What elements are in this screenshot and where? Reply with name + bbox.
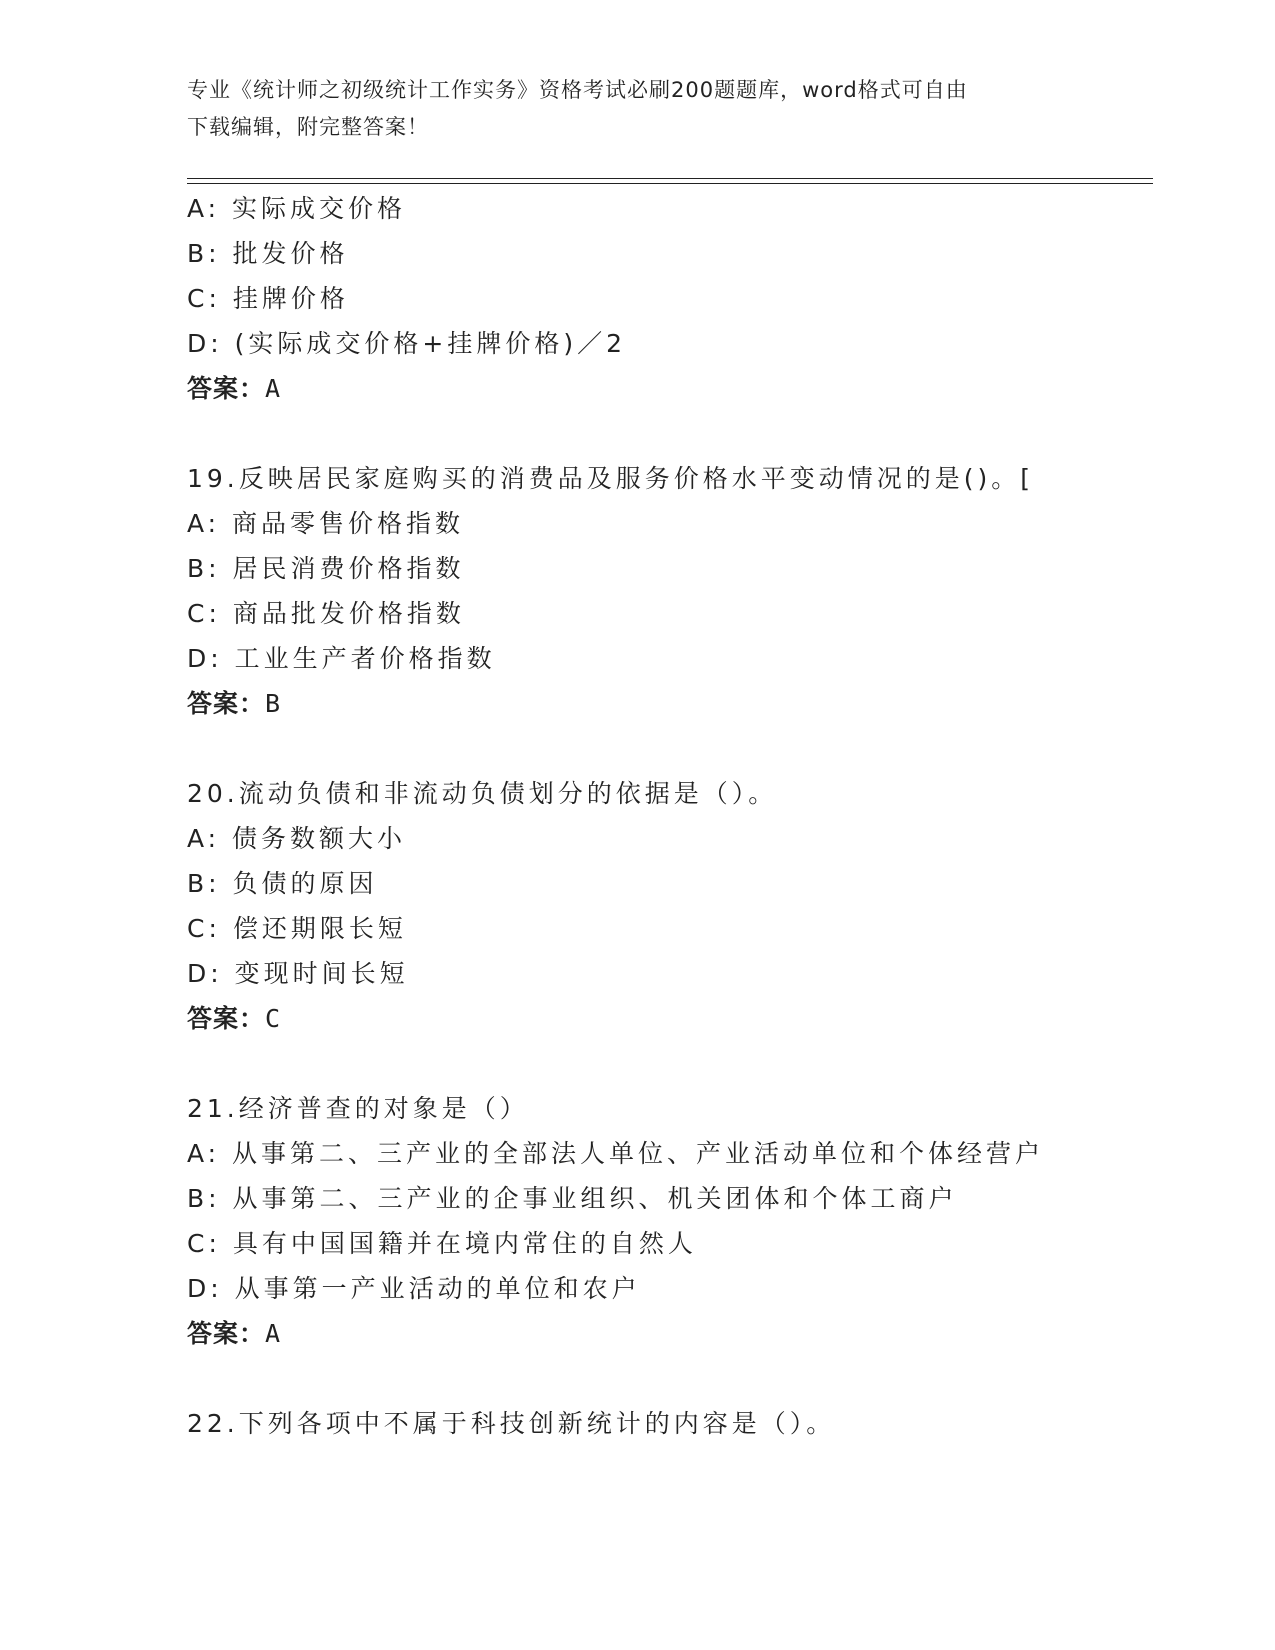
header-line-1: 专业《统计师之初级统计工作实务》资格考试必刷200题题库，word格式可自由 [187, 78, 968, 102]
q20-answer-line [187, 1002, 281, 1036]
answer-label: 答案： [187, 689, 266, 718]
header-divider-bottom [187, 183, 1153, 184]
q19-option-b: B: 居民消费价格指数 [187, 554, 465, 583]
document-header [187, 72, 1087, 146]
q19-answer-line [187, 687, 281, 721]
q20-option-b: B: 负债的原因 [187, 869, 378, 898]
q19-option-c: C: 商品批发价格指数 [187, 599, 465, 628]
q21-option-c: C: 具有中国国籍并在境内常住的自然人 [187, 1229, 697, 1258]
q21-option-b: B: 从事第二、三产业的企事业组织、机关团体和个体工商户 [187, 1184, 958, 1213]
answer-value: A [265, 1319, 282, 1348]
option-b: B: 批发价格 [187, 239, 349, 268]
header-line-2: 下载编辑，附完整答案！ [187, 115, 429, 139]
answer-value: B [265, 689, 282, 718]
answer-label: 答案： [187, 1319, 266, 1348]
q20-option-d: D: 变现时间长短 [187, 959, 409, 988]
q20-option-a: A: 债务数额大小 [187, 824, 407, 853]
answer-value: C [265, 1004, 282, 1033]
q19-option-a: A: 商品零售价格指数 [187, 509, 465, 538]
option-c: C: 挂牌价格 [187, 284, 349, 313]
q21-option-d: D: 从事第一产业活动的单位和农户 [187, 1274, 641, 1303]
option-d: D: (实际成交价格+挂牌价格)／2 [187, 329, 626, 358]
question-20: 20.流动负债和非流动负债划分的依据是（）。 [187, 779, 778, 808]
answer-line [187, 372, 281, 406]
answer-label: 答案： [187, 1004, 266, 1033]
q21-answer-line [187, 1317, 281, 1351]
question-19: 19.反映居民家庭购买的消费品及服务价格水平变动情况的是()。[ [187, 464, 1035, 493]
answer-value: A [265, 374, 282, 403]
question-22: 22.下列各项中不属于科技创新统计的内容是（）。 [187, 1409, 836, 1438]
option-a: A: 实际成交价格 [187, 194, 407, 223]
answer-label: 答案： [187, 374, 266, 403]
question-21: 21.经济普查的对象是（） [187, 1094, 529, 1123]
q20-option-c: C: 偿还期限长短 [187, 914, 407, 943]
q19-option-d: D: 工业生产者价格指数 [187, 644, 496, 673]
header-divider-top [187, 178, 1153, 179]
q21-option-a: A: 从事第二、三产业的全部法人单位、产业活动单位和个体经营户 [187, 1139, 1045, 1168]
